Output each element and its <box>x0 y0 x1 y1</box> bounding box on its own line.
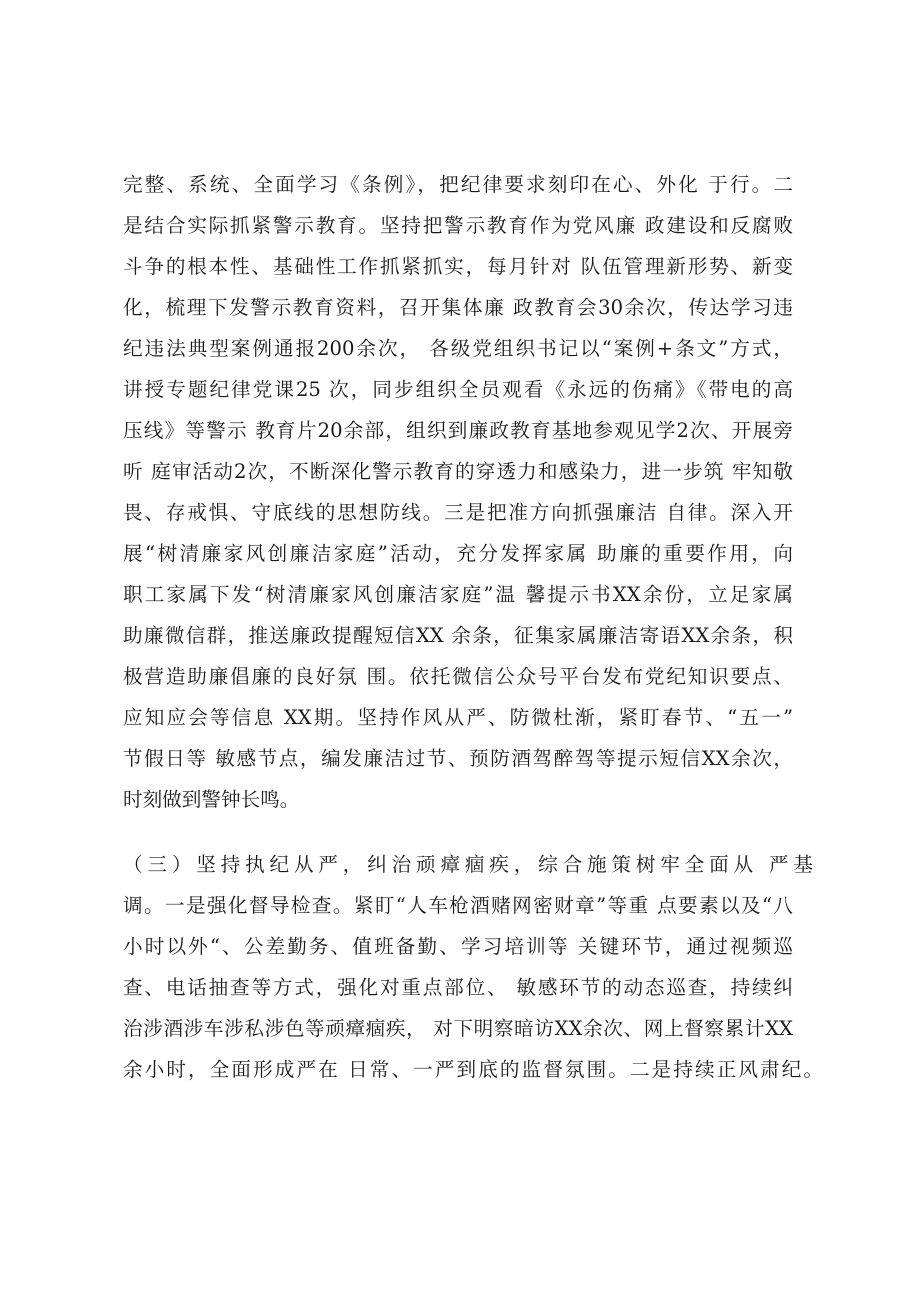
text-line: 职工家属下发“树清廉家风创廉洁家庭”温 馨提示书XX余份，立足家属 <box>123 583 793 606</box>
text-line: 查、电话抽查等方式，强化对重点部位、 敏感环节的动态巡查，持续纠 <box>123 976 793 999</box>
text-line: 斗争的根本性、基础性工作抓紧抓实，每月针对 队伍管理新形势、新变 <box>123 255 793 278</box>
text-line: 调。一是强化督导检查。紧盯“人车枪酒赌网密财章”等重 点要素以及“八 <box>123 894 793 917</box>
text-line: 完整、系统、全面学习《条例》，把纪律要求刻印在心、外化 于行。二 <box>123 173 793 196</box>
text-line: 应知应会等信息 XX期。坚持作风从严、防微杜渐，紧盯春节、“五一” <box>123 706 793 729</box>
text-line: 助廉微信群，推送廉政提醒短信XX 余条，征集家属廉洁寄语XX余条，积 <box>123 624 793 647</box>
text-line: 余小时，全面形成严在 日常、一严到底的监督氛围。二是持续正风肃纪。 <box>123 1058 823 1081</box>
text-line: 畏、存戒惧、守底线的思想防线。三是把准方向抓强廉洁 自律。深入开 <box>123 501 793 524</box>
text-line: 展“树清廉家风创廉洁家庭”活动，充分发挥家属 助廉的重要作用，向 <box>123 542 793 565</box>
text-line: 时刻做到警钟长鸣。 <box>123 788 300 811</box>
text-line: 极营造助廉倡廉的良好氛 围。依托微信公众号平台发布党纪知识要点、 <box>123 665 793 688</box>
text-line: 节假日等 敏感节点，编发廉洁过节、预防酒驾醉驾等提示短信XX余次， <box>123 747 793 770</box>
text-line: 压线》等警示 教育片20余部，组织到廉政教育基地参观见学2次、开展旁 <box>123 419 793 442</box>
text-line: 小时以外“、公差勤务、值班备勤、学习培训等 关键环节，通过视频巡 <box>123 935 793 958</box>
text-line: 是结合实际抓紧警示教育。坚持把警示教育作为党风廉 政建设和反腐败 <box>123 214 793 237</box>
text-line: 听 庭审活动2次，不断深化警示教育的穿透力和感染力，进一步筑 牢知敬 <box>123 460 793 483</box>
text-line: 纪违法典型案例通报200余次， 各级党组织书记以“案例+条文”方式， <box>123 337 793 360</box>
text-line: 治涉酒涉车涉私涉色等顽瘴痼疾， 对下明察暗访XX余次、网上督察累计XX <box>123 1017 793 1040</box>
text-line: 化，梳理下发警示教育资料，召开集体廉 政教育会30余次，传达学习违 <box>123 296 793 319</box>
text-line: 讲授专题纪律党课25 次，同步组织全员观看《永远的伤痛》《带电的高 <box>123 378 793 401</box>
text-line: （三）坚持执纪从严，纠治顽瘴痼疾，综合施策树牢全面从 严基 <box>123 853 813 876</box>
